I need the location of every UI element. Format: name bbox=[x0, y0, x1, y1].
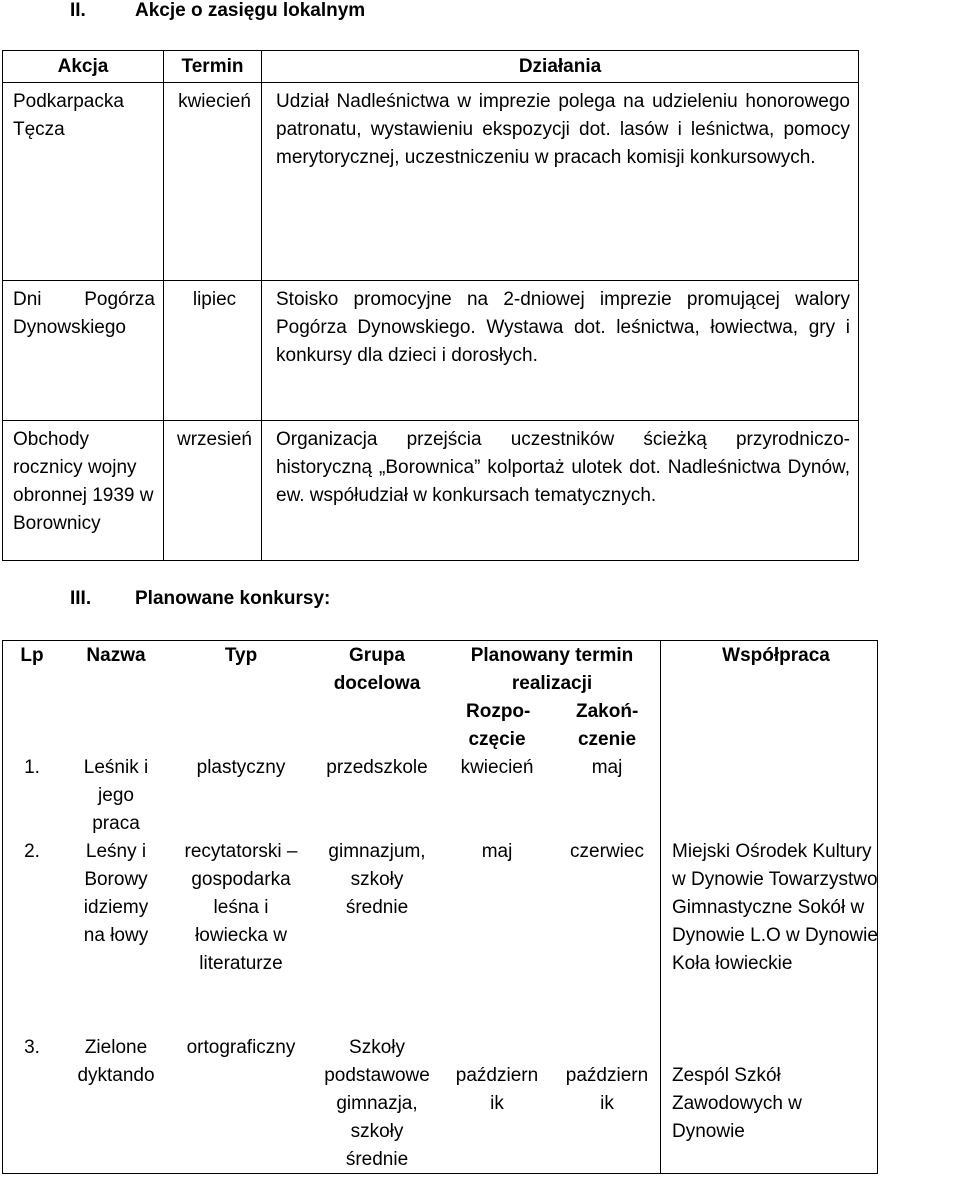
table-row bbox=[3, 421, 859, 561]
section-3-title: Planowane konkursy: bbox=[135, 588, 331, 609]
table-row bbox=[2, 1034, 880, 1174]
table-row bbox=[2, 838, 880, 1034]
contest-name: Zielone dyktando bbox=[77, 1037, 155, 1086]
header-type: Typ bbox=[224, 645, 258, 666]
contest-cooperation: Miejski Ośrodek Kultury w Dynowie Towarzystwo Gimnastyczne Sokół w Dynowie L.O w Dynowie Koła łowieckie bbox=[672, 841, 878, 974]
action-activities: Stoisko promocyjne na 2-dniowej imprezie promującej walory Pogórza Dynowskiego. Wystawa dot. leśnictwa, łowiectwa, gry i konkursy dla dzieci i dorosłych. bbox=[262, 281, 859, 421]
action-term: kwiecień bbox=[164, 83, 262, 281]
action-term: wrzesień bbox=[164, 421, 262, 561]
contest-group: przedszkole bbox=[326, 757, 428, 778]
contest-type: ortograficzny bbox=[186, 1037, 296, 1058]
table-row bbox=[3, 83, 859, 281]
contest-start: październik bbox=[455, 1065, 539, 1114]
contest-lp: 1. bbox=[24, 757, 40, 778]
contest-type: plastyczny bbox=[196, 757, 286, 778]
contest-end: maj bbox=[591, 757, 623, 778]
header-name: Nazwa bbox=[86, 645, 146, 666]
table-header-row bbox=[3, 51, 859, 83]
header-end: Zakoń-czenie bbox=[576, 701, 639, 750]
contest-cooperation: Zespól Szkół Zawodowych w Dynowie bbox=[672, 1065, 802, 1142]
header-cooperation: Współpraca bbox=[722, 645, 830, 666]
contest-group: Szkoły podstawowe gimnazja, szkoły średnie bbox=[324, 1037, 430, 1170]
table-header-row bbox=[2, 640, 880, 698]
action-name-word: Dni bbox=[13, 289, 42, 310]
action-name: Obchody rocznicy wojny obronnej 1939 w Borownicy bbox=[3, 421, 164, 561]
contest-lp: 2. bbox=[24, 841, 40, 862]
action-name: Podkarpacka Tęcza bbox=[3, 83, 164, 281]
action-name-word: Dynowskiego bbox=[13, 317, 126, 338]
header-lp: Lp bbox=[20, 645, 44, 666]
contest-end: czerwiec bbox=[570, 841, 644, 862]
header-group: Grupa docelowa bbox=[333, 645, 421, 694]
contest-start: maj bbox=[481, 841, 513, 862]
action-name-word: Pogórza bbox=[84, 289, 155, 310]
table-row bbox=[3, 281, 859, 421]
contest-name: Leśny i Borowy idziemy na łowy bbox=[83, 841, 149, 946]
local-actions-table bbox=[2, 50, 859, 561]
contest-name: Leśnik i jego praca bbox=[83, 757, 149, 834]
header-action: Akcja bbox=[3, 51, 164, 83]
section-2-title: Akcje o zasięgu lokalnym bbox=[135, 0, 366, 21]
contest-start: kwiecień bbox=[460, 757, 534, 778]
header-term: Termin bbox=[164, 51, 262, 83]
header-start: Rozpo-częcie bbox=[466, 701, 531, 750]
contest-cooperation bbox=[662, 754, 880, 838]
action-term: lipiec bbox=[164, 281, 262, 421]
header-planned-term: Planowany termin realizacji bbox=[470, 645, 634, 694]
section-2-number: II. bbox=[70, 0, 86, 21]
action-name bbox=[3, 281, 164, 421]
contest-type: recytatorski – gospodarka leśna i łowiecka w literaturze bbox=[184, 841, 298, 974]
contest-end: październik bbox=[565, 1065, 649, 1114]
contests-table bbox=[2, 640, 880, 1174]
section-3-number: III. bbox=[70, 588, 92, 609]
table-row bbox=[2, 754, 880, 838]
action-activities: Organizacja przejścia uczestników ścieżką przyrodniczo-historyczną „Borownica” kolportaż ulotek dot. Nadleśnictwa Dynów, ew. współudział w konkursach tematycznych. bbox=[262, 421, 859, 561]
action-activities: Udział Nadleśnictwa w imprezie polega na udzieleniu honorowego patronatu, wystawieniu ekspozycji dot. lasów i leśnictwa, pomocy merytorycznej, uczestniczeniu w pracach komisji konkursowych. bbox=[262, 83, 859, 281]
header-activities: Działania bbox=[262, 51, 859, 83]
contest-lp: 3. bbox=[24, 1037, 40, 1058]
contest-group: gimnazjum, szkoły średnie bbox=[328, 841, 426, 918]
